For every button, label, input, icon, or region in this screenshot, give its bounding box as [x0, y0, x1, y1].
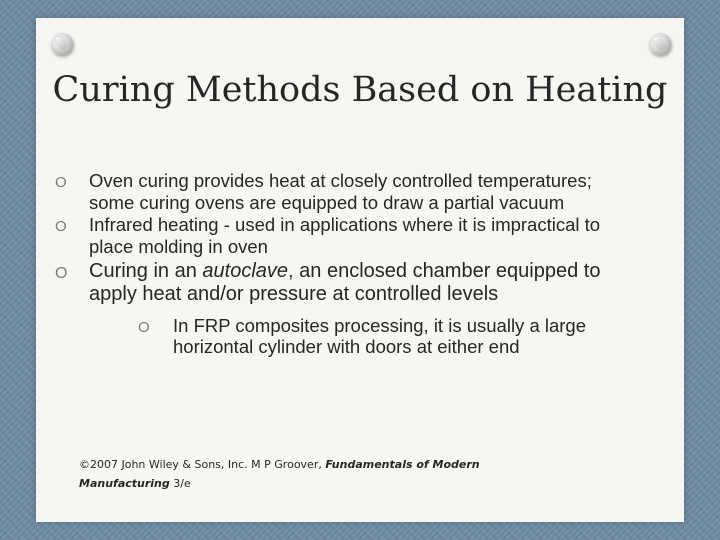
thumbtack-icon — [649, 33, 671, 55]
sub-bullet-text: In FRP composites processing, it is usually a large horizontal cylinder with doors at either end — [173, 315, 587, 357]
copyright-footer — [79, 455, 499, 493]
bullet-marker: O — [55, 174, 67, 191]
bullet-item — [55, 170, 615, 214]
bullet-marker: O — [55, 265, 68, 282]
bullet-item — [55, 260, 615, 306]
thumbtack-icon — [51, 33, 73, 55]
footer-book-title: Fundamentals of Modern Manufacturing — [79, 458, 480, 490]
footer-prefix: ©2007 John Wiley & Sons, Inc. M P Groover, — [79, 458, 326, 471]
sub-bullet-item — [138, 315, 615, 357]
footer-suffix: 3/e — [169, 477, 191, 490]
slide-title: Curing Methods Based on Heating — [52, 70, 668, 110]
bullet-text: Infrared heating - used in applications where it is impractical to place molding in oven — [89, 214, 601, 257]
bullet-marker: O — [55, 218, 67, 235]
bullet-marker: O — [138, 319, 150, 336]
bullet-emphasis: autoclave — [202, 260, 289, 282]
bullet-item — [55, 214, 615, 258]
bullet-list — [55, 170, 615, 357]
bullet-text: Oven curing provides heat at closely controlled temperatures; some curing ovens are equipped to draw a partial vacuum — [89, 170, 592, 213]
bullet-text — [89, 260, 615, 306]
bullet-text-before: Curing in an — [89, 260, 203, 282]
bullet-text-after: , an enclosed chamber equipped to apply heat and/or pressure at controlled levels — [89, 260, 601, 305]
